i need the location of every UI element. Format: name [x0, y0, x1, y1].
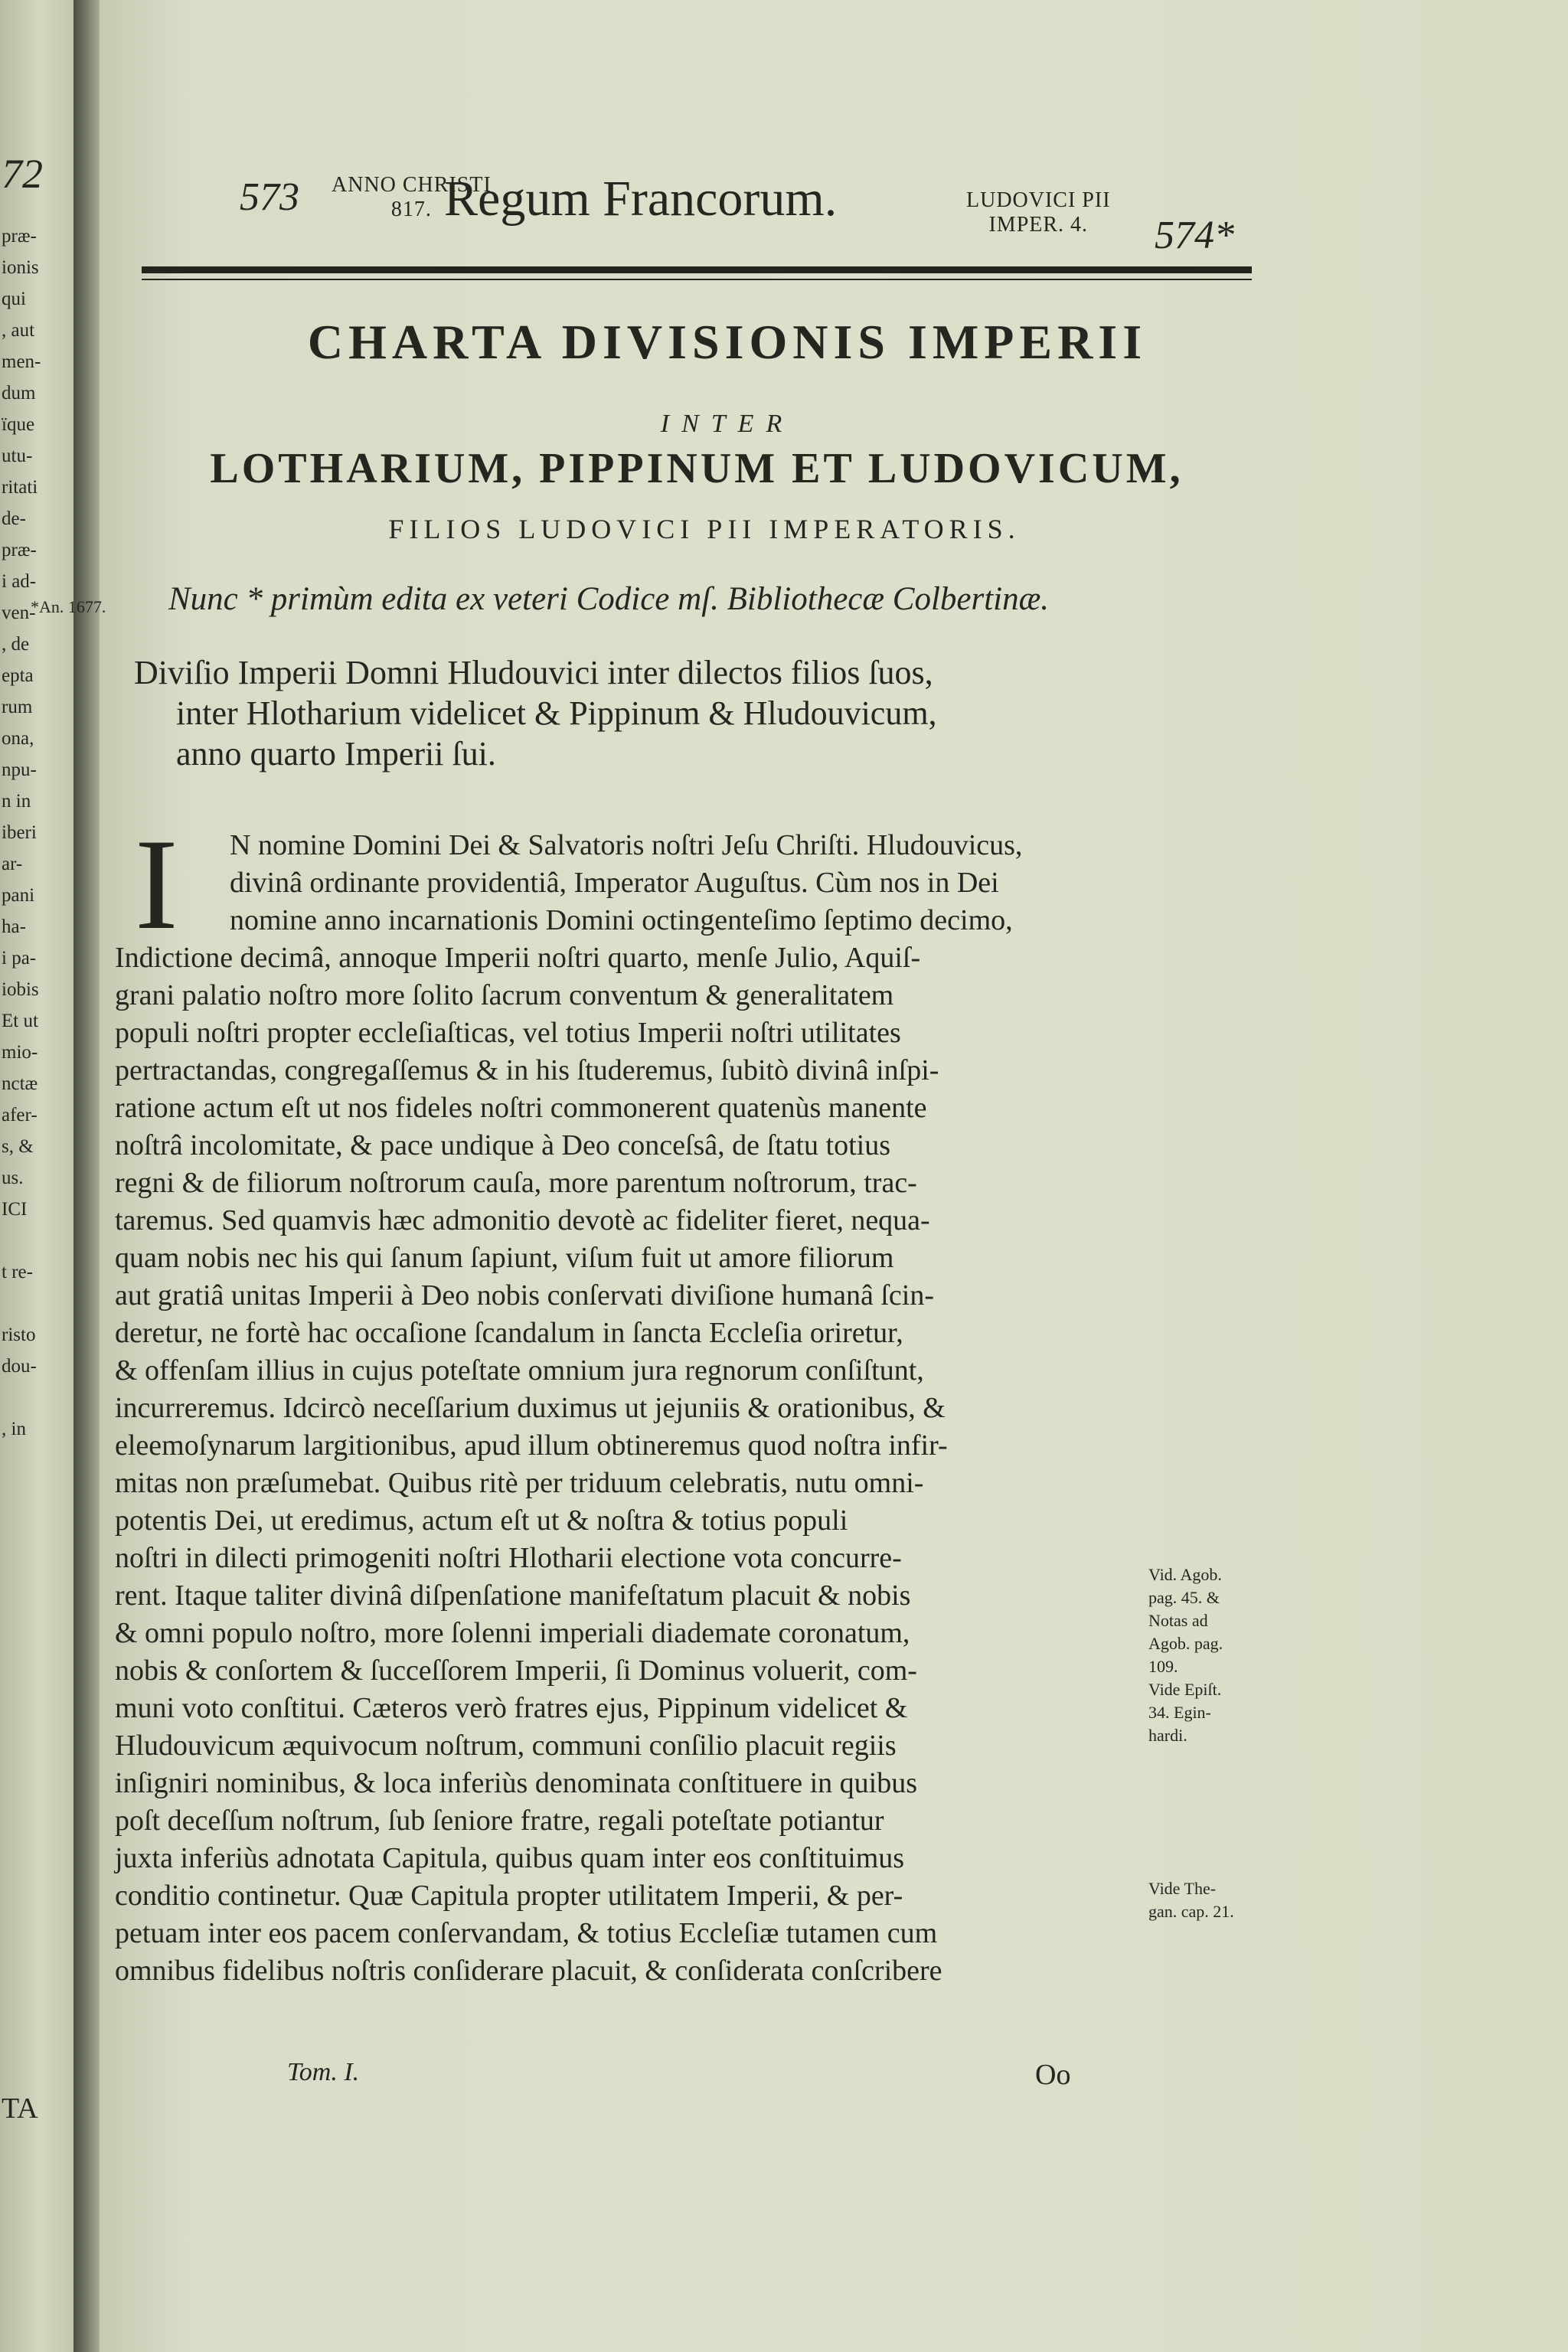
previous-page-fragment: risto	[2, 1325, 36, 1345]
body-line: & offenſam illius in cujus poteſtate omnium jura regnorum conſiſtunt,	[115, 1354, 924, 1387]
body-line: nomine anno incarnationis Domini octingenteſimo ſeptimo decimo,	[230, 904, 1013, 936]
previous-page-fragment: de-	[2, 508, 26, 529]
body-line: muni voto conſtitui. Cæteros verò fratres ejus, Pippinum videlicet &	[115, 1692, 908, 1724]
document-title: CHARTA DIVISIONIS IMPERII	[307, 315, 1148, 369]
left-page-number: 573	[240, 175, 299, 219]
previous-page-fragment: us.	[2, 1168, 24, 1188]
previous-page-fragment: ona,	[2, 728, 34, 749]
edition-note: Nunc * primùm edita ex veteri Codice mſ. Bibliothecæ Colbertinæ.	[168, 581, 1050, 617]
margin-note-line: Vide The-	[1148, 1879, 1217, 1898]
previous-page-fragment: dou-	[2, 1356, 37, 1377]
running-title: Regum Francorum.	[444, 171, 838, 227]
previous-page-fragment: ionis	[2, 257, 39, 278]
anno-line-2: 817.	[390, 198, 432, 221]
body-line: omnibus fidelibus noſtris conſiderare placuit, & conſiderata conſcribere	[115, 1955, 942, 1987]
rubric-line: inter Hlotharium videlicet & Pippinum & Hludouvicum,	[176, 694, 937, 732]
previous-page-number: 72	[2, 151, 43, 197]
margin-note-line: 109.	[1148, 1657, 1178, 1676]
margin-note-agob	[1148, 1563, 1279, 1747]
previous-page-fragment: ïque	[2, 414, 35, 435]
body-line: pertractandas, congregaſſemus & in his ſtuderemus, ſubitò divinâ inſpi-	[115, 1054, 939, 1086]
body-line: potentis Dei, ut eredimus, actum eſt ut & noſtra & totius populi	[115, 1504, 848, 1537]
previous-page-fragment: t re-	[2, 1262, 33, 1282]
body-line: regni & de filiorum noſtrorum cauſa, more parentum noſtrorum, trac-	[115, 1167, 917, 1199]
margin-note-line: Vid. Agob.	[1148, 1565, 1222, 1584]
previous-page-fragment: , de	[2, 634, 30, 655]
previous-page-fragment: pani	[2, 885, 35, 906]
margin-note-line: pag. 45. &	[1148, 1588, 1220, 1607]
body-line: inſigniri nominibus, & loca inferiùs denominata conſtituere in quibus	[115, 1767, 917, 1799]
body-line: N nomine Domini Dei & Salvatoris noſtri Jeſu Chriſti. Hludouvicus,	[230, 829, 1023, 861]
previous-page-fragment: s, &	[2, 1136, 34, 1157]
previous-page-fragment: men-	[2, 351, 41, 372]
previous-page-fragment: qui	[2, 289, 26, 309]
margin-note-line: Vide Epiſt.	[1148, 1680, 1222, 1699]
body-text	[115, 827, 1259, 1990]
previous-page-fragment: utu-	[2, 446, 33, 466]
body-line: & omni populo noſtro, more ſolenni imperiali diademate coronatum,	[115, 1617, 910, 1649]
previous-page-fragment: n in	[2, 791, 31, 812]
drop-cap: I	[135, 812, 178, 956]
body-line: deretur, ne fortè hac occaſione ſcandalum in ſancta Eccleſia oriretur,	[115, 1317, 903, 1349]
previous-page-fragment: præ-	[2, 226, 37, 247]
footer-signature: Oo	[1035, 2059, 1071, 2091]
previous-page-fragment: ICI	[2, 1199, 28, 1220]
previous-page-fragment: , in	[2, 1419, 26, 1439]
body-line: taremus. Sed quamvis hæc admonitio devotè ac fideliter fieret, nequa-	[115, 1204, 930, 1236]
body-line: conditio continetur. Quæ Capitula propter utilitatem Imperii, & per-	[115, 1880, 903, 1912]
anno-line-1: ANNO CHRISTI	[332, 173, 492, 197]
margin-note-line: 34. Egin-	[1148, 1703, 1211, 1722]
previous-page-fragment: præ-	[2, 540, 37, 560]
margin-note-thegan	[1148, 1877, 1279, 1923]
body-line: grani palatio noſtro more ſolito ſacrum conventum & generalitatem	[115, 979, 894, 1011]
margin-note-line: gan. cap. 21.	[1148, 1902, 1234, 1921]
previous-page-fragment: npu-	[2, 760, 37, 780]
margin-note-line: Notas ad	[1148, 1611, 1208, 1630]
footer-volume: Tom. I.	[287, 2058, 360, 2086]
previous-page-fragment: , aut	[2, 320, 35, 341]
previous-page-footer: TA	[2, 2092, 38, 2125]
previous-page-fragment: ven-	[2, 603, 36, 623]
right-page-number: 574*	[1155, 214, 1234, 257]
ludovici-line-1: LUDOVICI PII	[966, 188, 1111, 212]
previous-page-fragment: dum	[2, 383, 36, 403]
body-line: quam nobis nec his qui ſanum ſapiunt, viſum fuit ut amore filiorum	[115, 1242, 894, 1274]
header-rule-thick	[142, 266, 1252, 273]
body-line: eleemoſynarum largitionibus, apud illum obtineremus quod noſtra infir-	[115, 1429, 948, 1462]
previous-page-fragment: ha-	[2, 916, 26, 937]
previous-page-fragment: i pa-	[2, 948, 37, 969]
previous-page-fragment: i ad-	[2, 571, 37, 592]
body-line: ratione actum eſt ut nos fideles noſtri commonerent quatenùs manente	[115, 1092, 927, 1124]
margin-note-year: *An. 1677.	[31, 597, 106, 616]
rubric-line: Diviſio Imperii Domni Hludouvici inter dilectos filios ſuos,	[134, 654, 933, 691]
previous-page-fragment: rum	[2, 697, 33, 717]
document-title-inter: INTER	[660, 410, 795, 438]
ludovici-pii	[966, 188, 1111, 237]
header-rule-thin	[142, 279, 1252, 280]
previous-page-fragment: mio-	[2, 1042, 38, 1063]
body-line: petuam inter eos pacem conſervandam, & totius Eccleſiæ tutamen cum	[115, 1917, 938, 1949]
body-line: rent. Itaque taliter divinâ diſpenſatione manifeſtatum placuit & nobis	[115, 1579, 911, 1612]
body-line: nobis & conſortem & ſucceſſorem Imperii, ſi Dominus voluerit, com-	[115, 1655, 917, 1687]
body-line: aut gratiâ unitas Imperii à Deo nobis conſervati diviſione humanâ ſcin-	[115, 1279, 935, 1312]
rubric	[134, 652, 1259, 774]
body-line: populi noſtri propter eccleſiaſticas, vel totius Imperii noſtri utilitates	[115, 1017, 901, 1049]
body-line: divinâ ordinante providentiâ, Imperator Auguſtus. Cùm nos in Dei	[230, 867, 999, 899]
document-title-names: LOTHARIUM, PIPPINUM ET LUDOVICUM,	[210, 445, 1184, 492]
previous-page-fragment: ar-	[2, 854, 23, 874]
previous-page-fragment: ritati	[2, 477, 38, 498]
body-line: Hludouvicum æquivocum noſtrum, communi conſilio placuit regiis	[115, 1730, 897, 1762]
body-line: noſtri in dilecti primogeniti noſtri Hlotharii electione vota concurre-	[115, 1542, 902, 1574]
margin-note-line: hardi.	[1148, 1726, 1187, 1745]
previous-page-fragment: nctæ	[2, 1073, 38, 1094]
body-line: incurreremus. Idcircò neceſſarium duximus ut jejuniis & orationibus, &	[115, 1392, 946, 1424]
previous-page-fragment: Et ut	[2, 1011, 38, 1031]
body-line: mitas non præſumebat. Quibus ritè per triduum celebratis, nutu omni-	[115, 1467, 924, 1499]
body-line: poſt deceſſum noſtrum, ſub ſeniore fratre, regali poteſtate potiantur	[115, 1805, 884, 1837]
document-title-filios: FILIOS LUDOVICI PII IMPERATORIS.	[388, 514, 1021, 544]
previous-page-fragment: iobis	[2, 979, 39, 1000]
body-line: noſtrâ incolomitate, & pace undique à Deo conceſsâ, de ſtatu totius	[115, 1129, 891, 1161]
margin-note-line: Agob. pag.	[1148, 1634, 1223, 1653]
rubric-line: anno quarto Imperii ſui.	[176, 735, 496, 773]
previous-page-fragment: iberi	[2, 822, 37, 843]
body-line: Indictione decimâ, annoque Imperii noſtri quarto, menſe Julio, Aquiſ-	[115, 942, 921, 974]
previous-page-edge	[0, 0, 74, 2352]
book-gutter	[74, 0, 100, 2352]
body-line: juxta inferiùs adnotata Capitula, quibus quam inter eos conſtituimus	[115, 1842, 905, 1874]
previous-page-fragment: afer-	[2, 1105, 38, 1125]
previous-page-fragment: epta	[2, 665, 34, 686]
ludovici-line-2: IMPER. 4.	[988, 213, 1089, 237]
